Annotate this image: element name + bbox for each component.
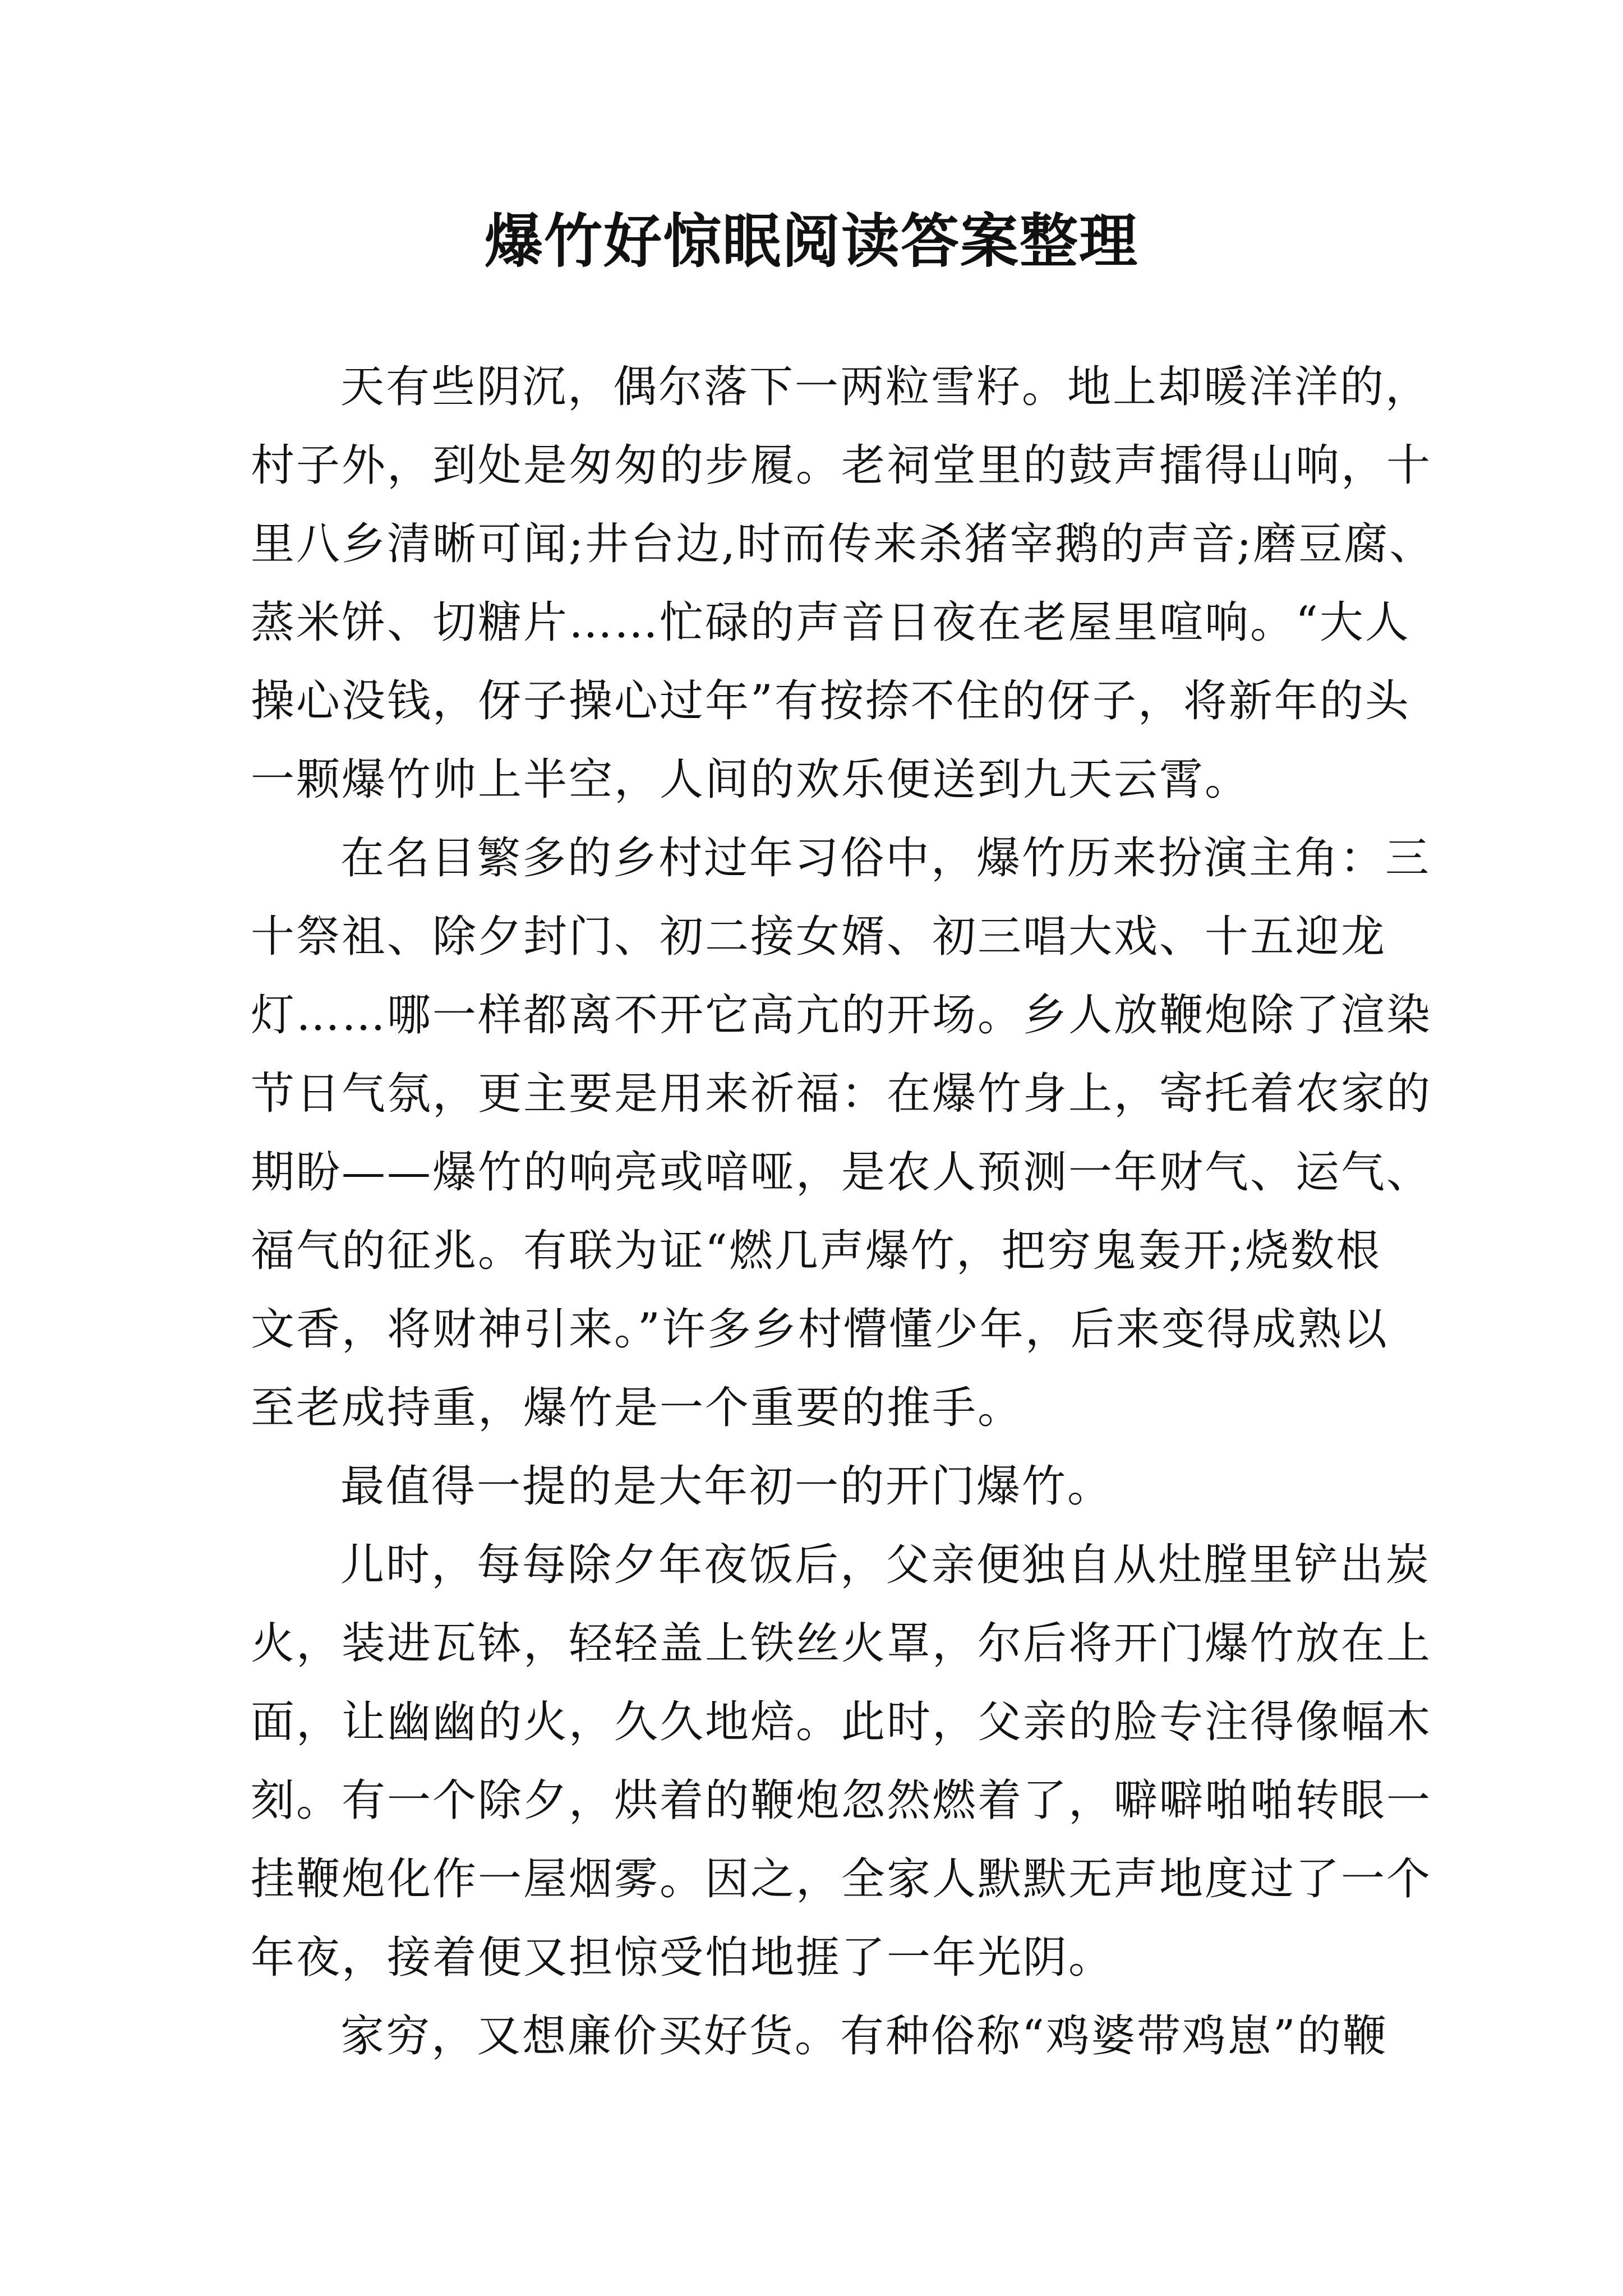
paragraph-line: 一颗爆竹帅上半空，人间的欢乐便送到九天云霄。 [251,754,1251,805]
paragraph-line: 十祭祖、除夕封门、初二接女婿、初三唱大戏、十五迎龙 [251,912,1387,962]
paragraph-line: 刻。有一个除夕，烘着的鞭炮忽然燃着了，噼噼啪啪转眼一 [251,1775,1432,1826]
paragraph-line: 家穷，又想廉价买好货。有种俗称“鸡婆带鸡崽”的鞭 [340,2011,1388,2062]
paragraph-line: 里八乡清晰可闻;井台边,时而传来杀猪宰鹅的声音;磨豆腐、 [251,519,1435,569]
paragraph-line: 火，装进瓦钵，轻轻盖上铁丝火罩，尔后将开门爆竹放在上 [251,1618,1432,1669]
paragraph-line: 至老成持重，爆竹是一个重要的推手。 [251,1383,1023,1433]
paragraph-line: 节日气氛，更主要是用来祈福：在爆竹身上，寄托着农家的 [251,1069,1432,1119]
paragraph-line: 面，让幽幽的火，久久地焙。此时，父亲的脸专注得像幅木 [251,1697,1432,1747]
paragraph-line: 挂鞭炮化作一屋烟雾。因之，全家人默默无声地度过了一个 [251,1854,1432,1904]
paragraph-line: 年夜，接着便又担惊受怕地捱了一年光阴。 [251,1932,1114,1983]
paragraph-line: 最值得一提的是大年初一的开门爆竹。 [340,1461,1113,1512]
paragraph-line: 文香，将财神引来。”许多乡村懵懂少年，后来变得成熟以 [251,1304,1389,1355]
paragraph-line: 操心没钱，伢子操心过年”有按捺不住的伢子，将新年的头 [251,676,1410,726]
document-title: 爆竹好惊眠阅读答案整理 [484,206,1138,275]
paragraph-line: 灯……哪一样都离不开它高亢的开场。乡人放鞭炮除了渲染 [251,990,1432,1041]
paragraph-line: 期盼——爆竹的响亮或喑哑，是农人预测一年财气、运气、 [251,1147,1432,1198]
paragraph-line: 村子外，到处是匆匆的步履。老祠堂里的鼓声擂得山响，十 [251,440,1432,491]
paragraph-line: 天有些阴沉，偶尔落下一两粒雪籽。地上却暖洋洋的， [340,362,1431,412]
paragraph-line: 福气的征兆。有联为证“燃几声爆竹，把穷鬼轰开;烧数根 [251,1226,1382,1276]
paragraph-line: 在名目繁多的乡村过年习俗中，爆竹历来扮演主角：三 [340,833,1431,884]
paragraph-line: 儿时，每每除夕年夜饭后，父亲便独自从灶膛里铲出炭 [340,1540,1431,1590]
paragraph-line: 蒸米饼、切糖片……忙碌的声音日夜在老屋里喧响。“大人 [251,597,1410,648]
article-body [251,348,1435,2076]
